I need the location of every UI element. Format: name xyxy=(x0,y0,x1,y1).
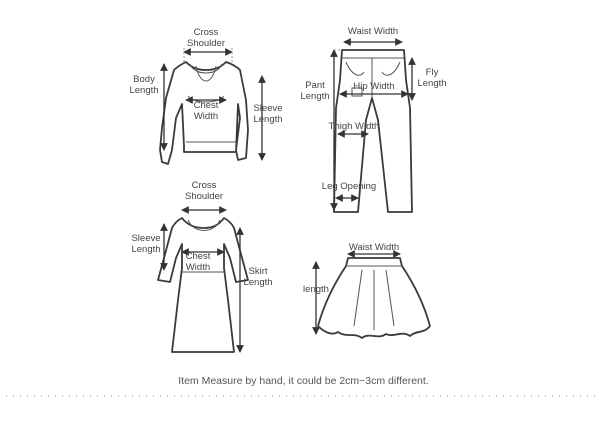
skirt-length-label: length xyxy=(303,284,329,295)
pants-pant-length-label: Pant Length xyxy=(300,80,330,102)
dress-cross-shoulder-label: Cross Shoulder xyxy=(184,180,224,202)
pants-leg-opening-label: Leg Opening xyxy=(321,181,377,192)
sweater-body-length-label: Body Length xyxy=(129,74,159,96)
dress-sleeve-length-label: Sleeve Length xyxy=(131,233,161,255)
dress-chest-width-label: Chest Width xyxy=(185,251,211,273)
sweater-cross-shoulder-label: Cross Shoulder xyxy=(186,27,226,49)
measurement-disclaimer: Item Measure by hand, it could be 2cm~3cm different. xyxy=(178,375,429,387)
pants-hip-width-label: Hip Width xyxy=(353,81,395,92)
pants-fly-length-label: Fly Length xyxy=(417,67,447,89)
sweater-chest-width-label: Chest Width xyxy=(193,100,219,122)
sweater-cross-shoulder-dim xyxy=(184,48,232,64)
skirt-waist-width-label: Waist Width xyxy=(348,242,400,253)
skirt-figure xyxy=(318,258,430,338)
dress-figure xyxy=(158,218,248,352)
dress-skirt-length-label: Skirt Length xyxy=(243,266,273,288)
pants-waist-width-label: Waist Width xyxy=(347,26,399,37)
pants-thigh-width-label: Thigh Width xyxy=(328,121,380,132)
sweater-sleeve-length-label: Sleeve Length xyxy=(253,103,283,125)
